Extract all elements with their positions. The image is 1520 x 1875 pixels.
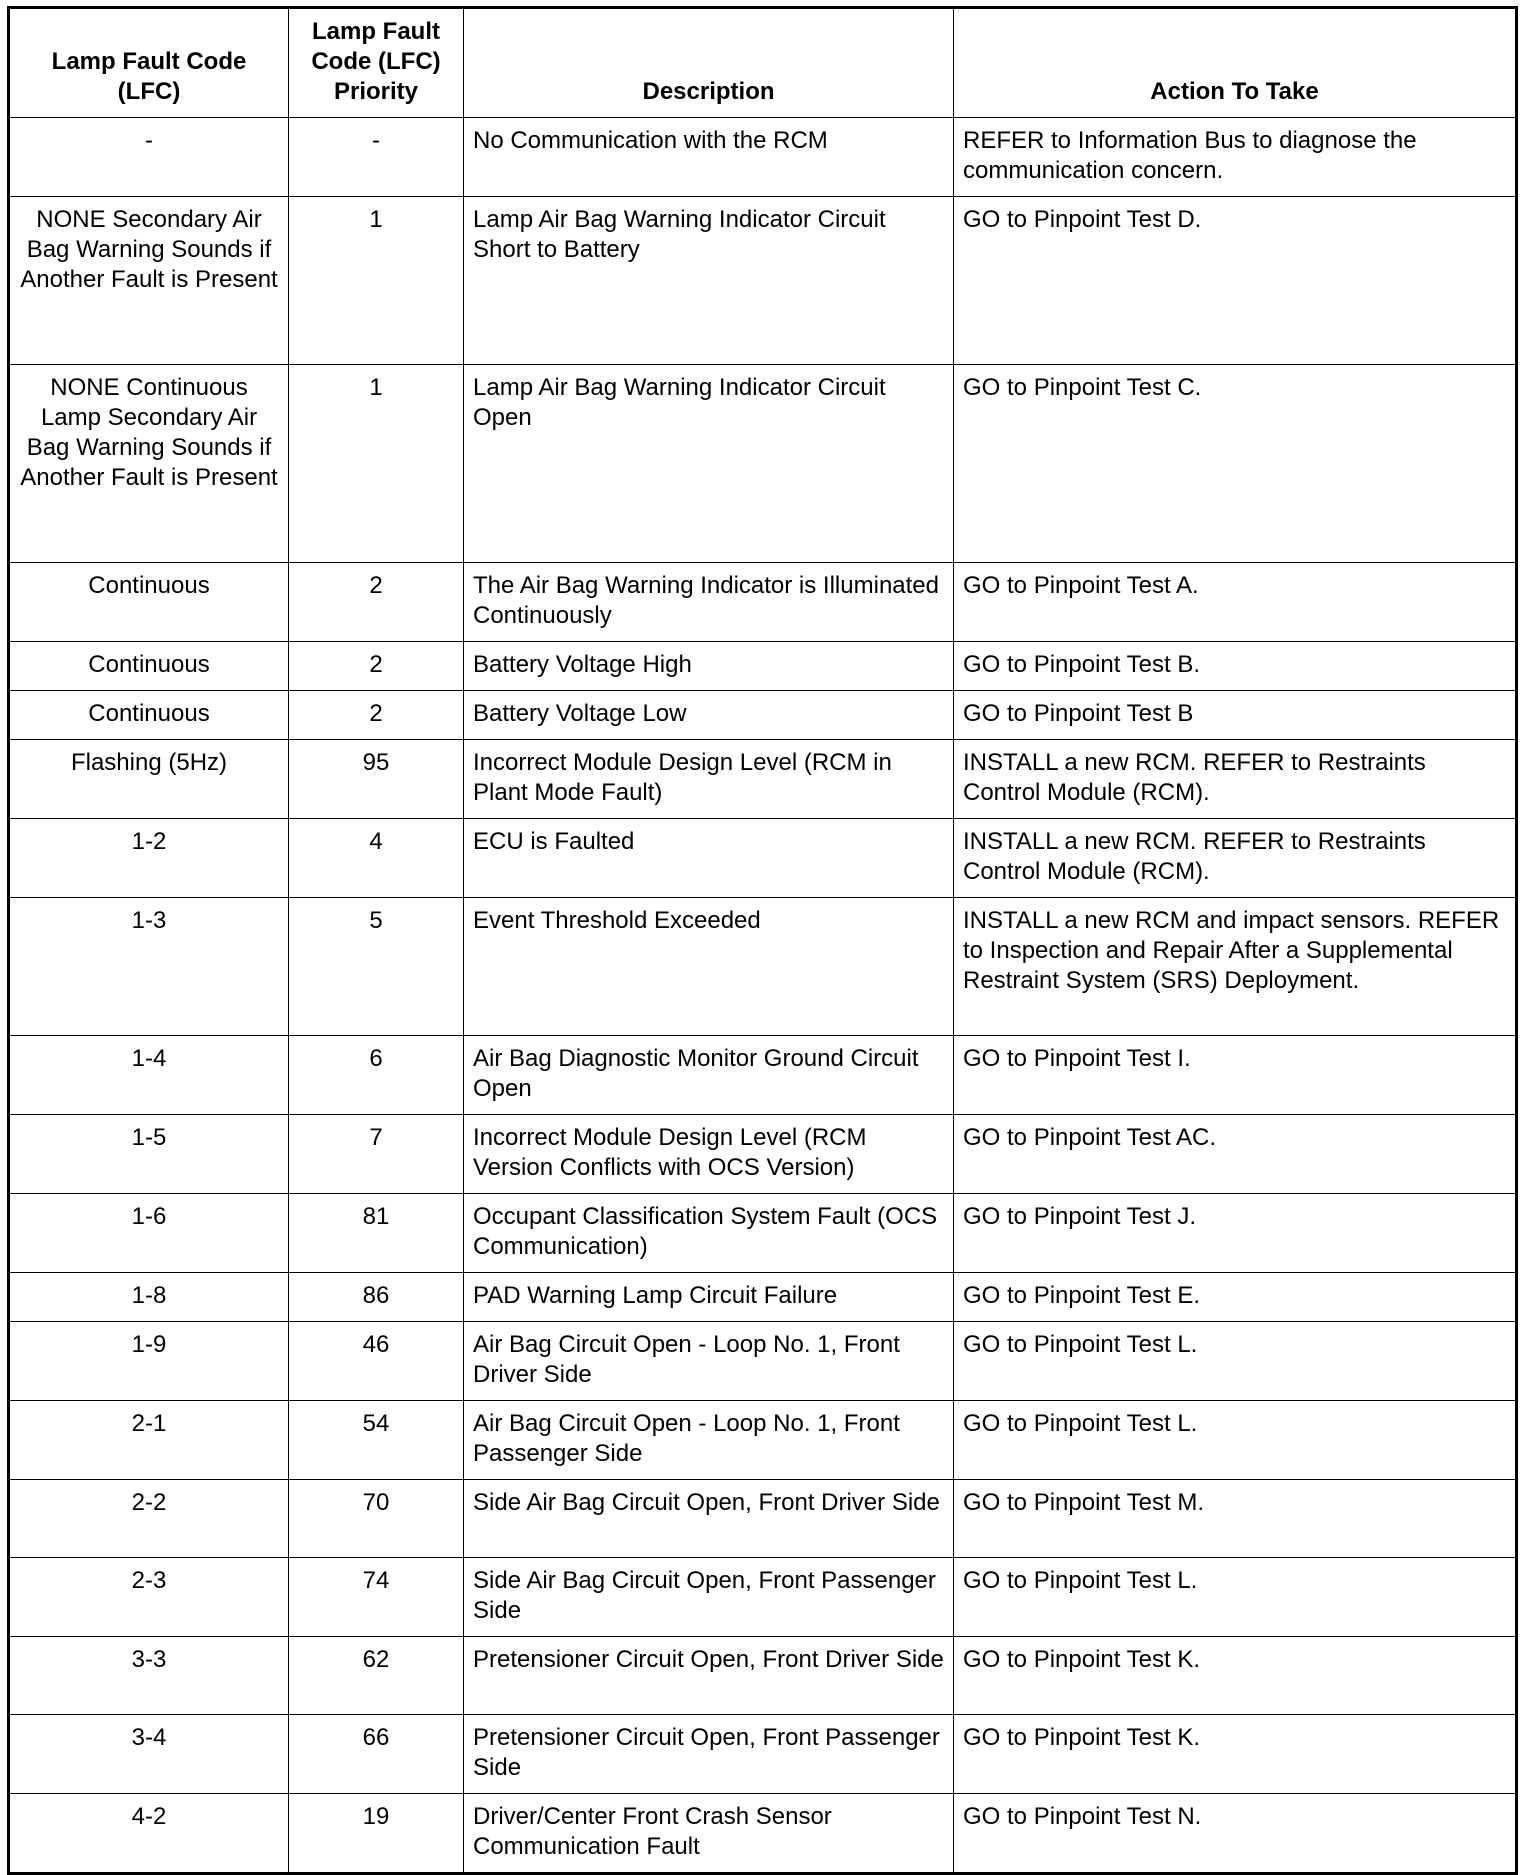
description-cell: Incorrect Module Design Level (RCM Version Conflicts with OCS Version) (464, 1115, 954, 1194)
table-row (9, 898, 1517, 1036)
action-cell: GO to Pinpoint Test L. (954, 1401, 1517, 1480)
lfc-cell: 1-6 (9, 1194, 289, 1273)
action-cell: GO to Pinpoint Test N. (954, 1794, 1517, 1874)
lfc-cell: Continuous (9, 642, 289, 691)
priority-cell: 95 (289, 740, 464, 819)
table-row (9, 691, 1517, 740)
table-row (9, 118, 1517, 197)
action-cell: GO to Pinpoint Test K. (954, 1715, 1517, 1794)
action-cell: GO to Pinpoint Test L. (954, 1322, 1517, 1401)
table-row (9, 563, 1517, 642)
priority-cell: 54 (289, 1401, 464, 1480)
description-cell: Lamp Air Bag Warning Indicator Circuit Short to Battery (464, 197, 954, 365)
priority-cell: 2 (289, 691, 464, 740)
description-cell: Event Threshold Exceeded (464, 898, 954, 1036)
lfc-cell: 4-2 (9, 1794, 289, 1874)
description-cell: ECU is Faulted (464, 819, 954, 898)
lfc-cell: Continuous (9, 563, 289, 642)
priority-cell: 4 (289, 819, 464, 898)
priority-cell: 19 (289, 1794, 464, 1874)
table-row (9, 1558, 1517, 1637)
lfc-cell: 1-8 (9, 1273, 289, 1322)
action-cell: GO to Pinpoint Test B (954, 691, 1517, 740)
description-cell: Battery Voltage Low (464, 691, 954, 740)
priority-cell: 1 (289, 197, 464, 365)
lfc-cell: - (9, 118, 289, 197)
description-cell: Driver/Center Front Crash Sensor Communication Fault (464, 1794, 954, 1874)
priority-cell: 2 (289, 642, 464, 691)
lfc-cell: 1-9 (9, 1322, 289, 1401)
action-cell: GO to Pinpoint Test D. (954, 197, 1517, 365)
table-row (9, 1715, 1517, 1794)
lfc-cell: Flashing (5Hz) (9, 740, 289, 819)
priority-cell: 66 (289, 1715, 464, 1794)
table-row (9, 1480, 1517, 1558)
table-row (9, 819, 1517, 898)
priority-cell: 62 (289, 1637, 464, 1715)
priority-cell: 86 (289, 1273, 464, 1322)
description-cell: Air Bag Diagnostic Monitor Ground Circuit Open (464, 1036, 954, 1115)
action-cell: GO to Pinpoint Test M. (954, 1480, 1517, 1558)
description-cell: Occupant Classification System Fault (OCS Communication) (464, 1194, 954, 1273)
action-cell: GO to Pinpoint Test E. (954, 1273, 1517, 1322)
priority-cell: 6 (289, 1036, 464, 1115)
description-cell: The Air Bag Warning Indicator is Illuminated Continuously (464, 563, 954, 642)
action-cell: GO to Pinpoint Test AC. (954, 1115, 1517, 1194)
lfc-cell: 1-5 (9, 1115, 289, 1194)
table-header-row (9, 8, 1517, 118)
action-cell: GO to Pinpoint Test J. (954, 1194, 1517, 1273)
action-cell: INSTALL a new RCM. REFER to Restraints Control Module (RCM). (954, 819, 1517, 898)
lfc-cell: NONE Continuous Lamp Secondary Air Bag Warning Sounds if Another Fault is Present (9, 365, 289, 563)
header-lfc: Lamp Fault Code (LFC) (9, 8, 289, 118)
description-cell: Pretensioner Circuit Open, Front Driver Side (464, 1637, 954, 1715)
action-cell: GO to Pinpoint Test B. (954, 642, 1517, 691)
header-action: Action To Take (954, 8, 1517, 118)
priority-cell: 2 (289, 563, 464, 642)
priority-cell: 1 (289, 365, 464, 563)
lfc-cell: 1-2 (9, 819, 289, 898)
description-cell: Incorrect Module Design Level (RCM in Plant Mode Fault) (464, 740, 954, 819)
action-cell: REFER to Information Bus to diagnose the communication concern. (954, 118, 1517, 197)
priority-cell: 70 (289, 1480, 464, 1558)
lfc-cell: 1-4 (9, 1036, 289, 1115)
priority-cell: 46 (289, 1322, 464, 1401)
table-row (9, 1401, 1517, 1480)
table-row (9, 1637, 1517, 1715)
action-cell: GO to Pinpoint Test C. (954, 365, 1517, 563)
priority-cell: 81 (289, 1194, 464, 1273)
table-row (9, 642, 1517, 691)
action-cell: GO to Pinpoint Test K. (954, 1637, 1517, 1715)
lfc-cell: 2-1 (9, 1401, 289, 1480)
table-row (9, 197, 1517, 365)
lfc-cell: NONE Secondary Air Bag Warning Sounds if Another Fault is Present (9, 197, 289, 365)
action-cell: GO to Pinpoint Test I. (954, 1036, 1517, 1115)
table-row (9, 1115, 1517, 1194)
description-cell: Lamp Air Bag Warning Indicator Circuit Open (464, 365, 954, 563)
action-cell: INSTALL a new RCM and impact sensors. REFER to Inspection and Repair After a Supplemental Restraint System (SRS) Deployment. (954, 898, 1517, 1036)
header-description: Description (464, 8, 954, 118)
action-cell: GO to Pinpoint Test L. (954, 1558, 1517, 1637)
description-cell: Pretensioner Circuit Open, Front Passenger Side (464, 1715, 954, 1794)
description-cell: PAD Warning Lamp Circuit Failure (464, 1273, 954, 1322)
description-cell: Side Air Bag Circuit Open, Front Passenger Side (464, 1558, 954, 1637)
header-priority: Lamp Fault Code (LFC) Priority (289, 8, 464, 118)
lfc-cell: Continuous (9, 691, 289, 740)
table-row (9, 1794, 1517, 1874)
lfc-cell: 2-3 (9, 1558, 289, 1637)
lfc-cell: 3-4 (9, 1715, 289, 1794)
table-row (9, 1036, 1517, 1115)
table-row (9, 1273, 1517, 1322)
lfc-cell: 2-2 (9, 1480, 289, 1558)
description-cell: Air Bag Circuit Open - Loop No. 1, Front Passenger Side (464, 1401, 954, 1480)
description-cell: No Communication with the RCM (464, 118, 954, 197)
table-row (9, 365, 1517, 563)
description-cell: Air Bag Circuit Open - Loop No. 1, Front Driver Side (464, 1322, 954, 1401)
action-cell: INSTALL a new RCM. REFER to Restraints Control Module (RCM). (954, 740, 1517, 819)
priority-cell: 7 (289, 1115, 464, 1194)
priority-cell: - (289, 118, 464, 197)
table-row (9, 740, 1517, 819)
priority-cell: 74 (289, 1558, 464, 1637)
description-cell: Battery Voltage High (464, 642, 954, 691)
lamp-fault-code-table (7, 6, 1518, 1875)
table-row (9, 1194, 1517, 1273)
lfc-cell: 1-3 (9, 898, 289, 1036)
priority-cell: 5 (289, 898, 464, 1036)
action-cell: GO to Pinpoint Test A. (954, 563, 1517, 642)
lfc-cell: 3-3 (9, 1637, 289, 1715)
table-row (9, 1322, 1517, 1401)
description-cell: Side Air Bag Circuit Open, Front Driver Side (464, 1480, 954, 1558)
